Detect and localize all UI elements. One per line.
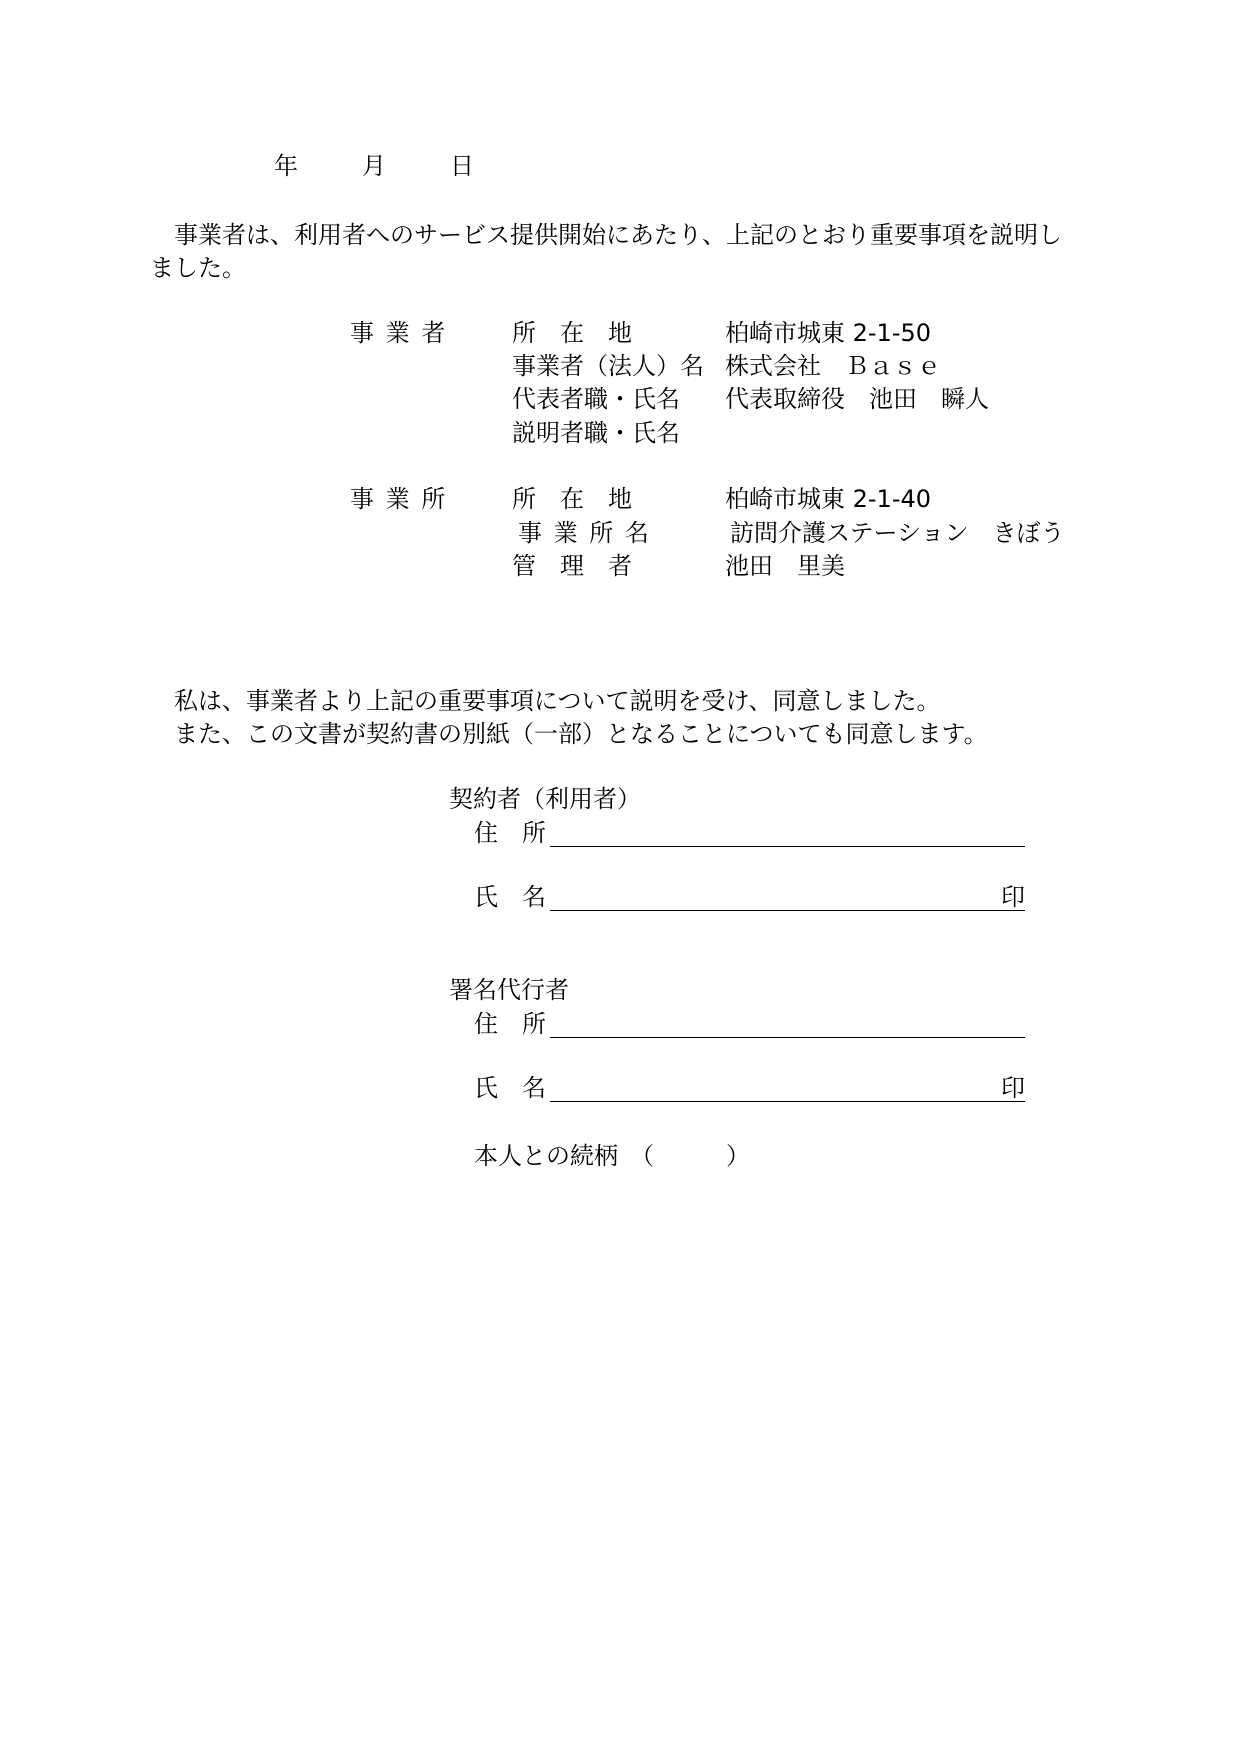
- proxy-address-label: 住 所: [474, 1010, 546, 1038]
- proxy-relationship-label: 本人との続柄 （ ）: [474, 1142, 750, 1170]
- representative-value: 代表取締役 池田 瞬人: [725, 385, 989, 413]
- explanation-line-1: 事業者は、利用者へのサービス提供開始にあたり、上記のとおり重要事項を説明し: [174, 221, 1062, 249]
- consent-line-2: また、この文書が契約書の別紙（一部）となることについても同意します。: [174, 720, 988, 748]
- operator-location-value: 柏崎市城東 2-1-50: [725, 319, 932, 347]
- explainer-label: 説明者職・氏名: [512, 419, 680, 447]
- office-name-value: 訪問介護ステーション きぼう: [730, 519, 1065, 547]
- contractor-seal-mark: 印: [1001, 883, 1025, 911]
- corp-name-value: 株式会社 Ｂａｓｅ: [725, 352, 941, 380]
- proxy-name-label: 氏 名: [474, 1074, 546, 1102]
- office-location-value: 柏崎市城東 2-1-40: [725, 485, 932, 513]
- proxy-seal-mark: 印: [1001, 1074, 1025, 1102]
- operator-location-label: 所 在 地: [512, 319, 632, 347]
- business-operator-heading: 事 業 者: [350, 319, 448, 347]
- explanation-line-2: ました。: [150, 254, 246, 282]
- contractor-name-line[interactable]: [550, 910, 1025, 911]
- proxy-heading: 署名代行者: [449, 976, 569, 1004]
- corp-name-label: 事業者（法人）名: [512, 352, 704, 380]
- contractor-address-label: 住 所: [474, 819, 546, 847]
- office-name-label: 事 業 所 名: [518, 519, 651, 547]
- consent-line-1: 私は、事業者より上記の重要事項について説明を受け、同意しました。: [174, 687, 941, 715]
- proxy-name-line[interactable]: [550, 1101, 1025, 1102]
- date-year-label: 年: [274, 152, 298, 180]
- contractor-address-line[interactable]: [550, 846, 1025, 847]
- date-day-label: 日: [450, 152, 474, 180]
- contractor-name-label: 氏 名: [474, 883, 546, 911]
- date-month-label: 月: [362, 152, 386, 180]
- representative-label: 代表者職・氏名: [512, 385, 680, 413]
- manager-label: 管 理 者: [512, 552, 632, 580]
- proxy-address-line[interactable]: [550, 1037, 1025, 1038]
- contractor-heading: 契約者（利用者）: [449, 785, 641, 813]
- office-location-label: 所 在 地: [512, 485, 632, 513]
- manager-value: 池田 里美: [725, 552, 845, 580]
- business-office-heading: 事 業 所: [350, 485, 448, 513]
